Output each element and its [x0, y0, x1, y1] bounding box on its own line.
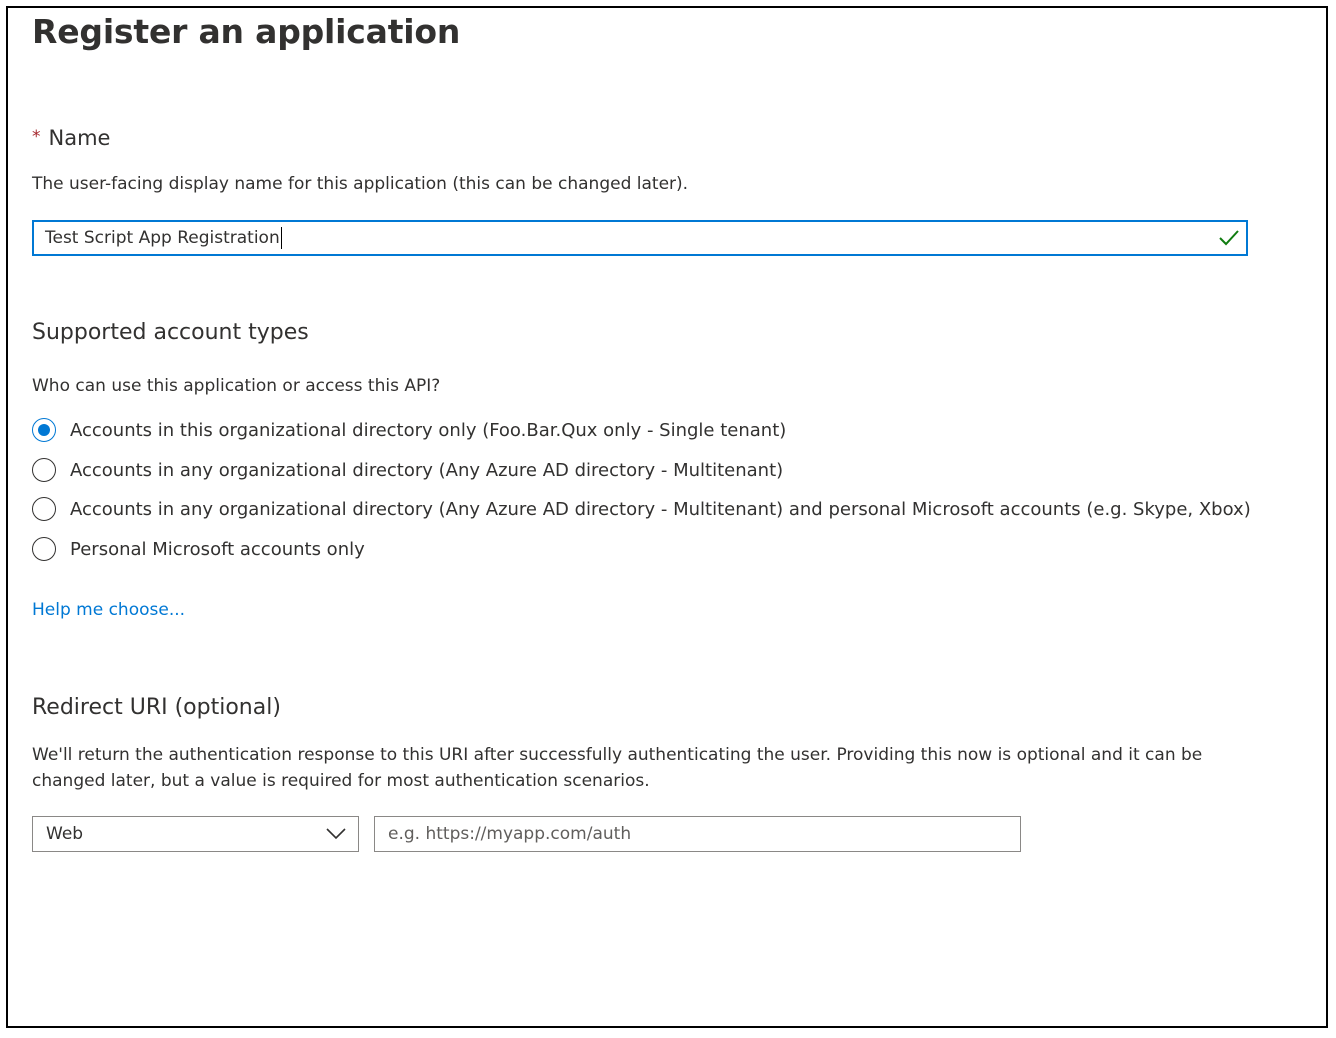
- account-type-option-multitenant[interactable]: [32, 455, 783, 485]
- name-input-value: Test Script App Registration: [45, 228, 280, 248]
- account-types-title: Supported account types: [32, 320, 309, 345]
- help-me-choose-link[interactable]: Help me choose...: [32, 600, 186, 620]
- redirect-uri-title: Redirect URI (optional): [32, 695, 281, 720]
- name-field-label: [32, 126, 110, 150]
- radio-dot: [38, 424, 50, 436]
- platform-dropdown-value: Web: [46, 824, 84, 844]
- radio-label: Personal Microsoft accounts only: [70, 538, 365, 560]
- text-caret: [281, 227, 282, 249]
- radio-button[interactable]: [32, 497, 56, 521]
- redirect-uri-input[interactable]: [374, 816, 1021, 852]
- account-type-option-multitenant-personal[interactable]: [32, 494, 1251, 524]
- radio-label: Accounts in any organizational directory (Any Azure AD directory - Multitenant) and personal Microsoft accounts (e.g. Skype, Xbox): [70, 498, 1251, 520]
- redirect-uri-description: We'll return the authentication response to this URI after successfully authenticating the user. Providing this now is optional and it can be changed later, but a value is required for most authentication scenarios.: [32, 745, 1203, 791]
- name-description: The user-facing display name for this application (this can be changed later).: [32, 174, 689, 194]
- checkmark-icon: [1218, 228, 1240, 248]
- account-types-question: Who can use this application or access this API?: [32, 376, 441, 396]
- required-indicator: *: [32, 127, 41, 147]
- page-title: Register an application: [32, 12, 461, 51]
- platform-dropdown[interactable]: [32, 816, 359, 852]
- radio-button[interactable]: [32, 537, 56, 561]
- register-app-panel: [6, 6, 1328, 1028]
- account-type-option-single-tenant[interactable]: [32, 415, 786, 445]
- account-type-option-personal-only[interactable]: [32, 534, 365, 564]
- name-input[interactable]: [32, 220, 1248, 256]
- radio-label: Accounts in this organizational directory only (Foo.Bar.Qux only - Single tenant): [70, 419, 787, 441]
- radio-button-selected[interactable]: [32, 418, 56, 442]
- chevron-down-icon: [326, 828, 346, 840]
- radio-label: Accounts in any organizational directory (Any Azure AD directory - Multitenant): [70, 459, 784, 481]
- radio-button[interactable]: [32, 458, 56, 482]
- name-label-text: Name: [48, 126, 111, 150]
